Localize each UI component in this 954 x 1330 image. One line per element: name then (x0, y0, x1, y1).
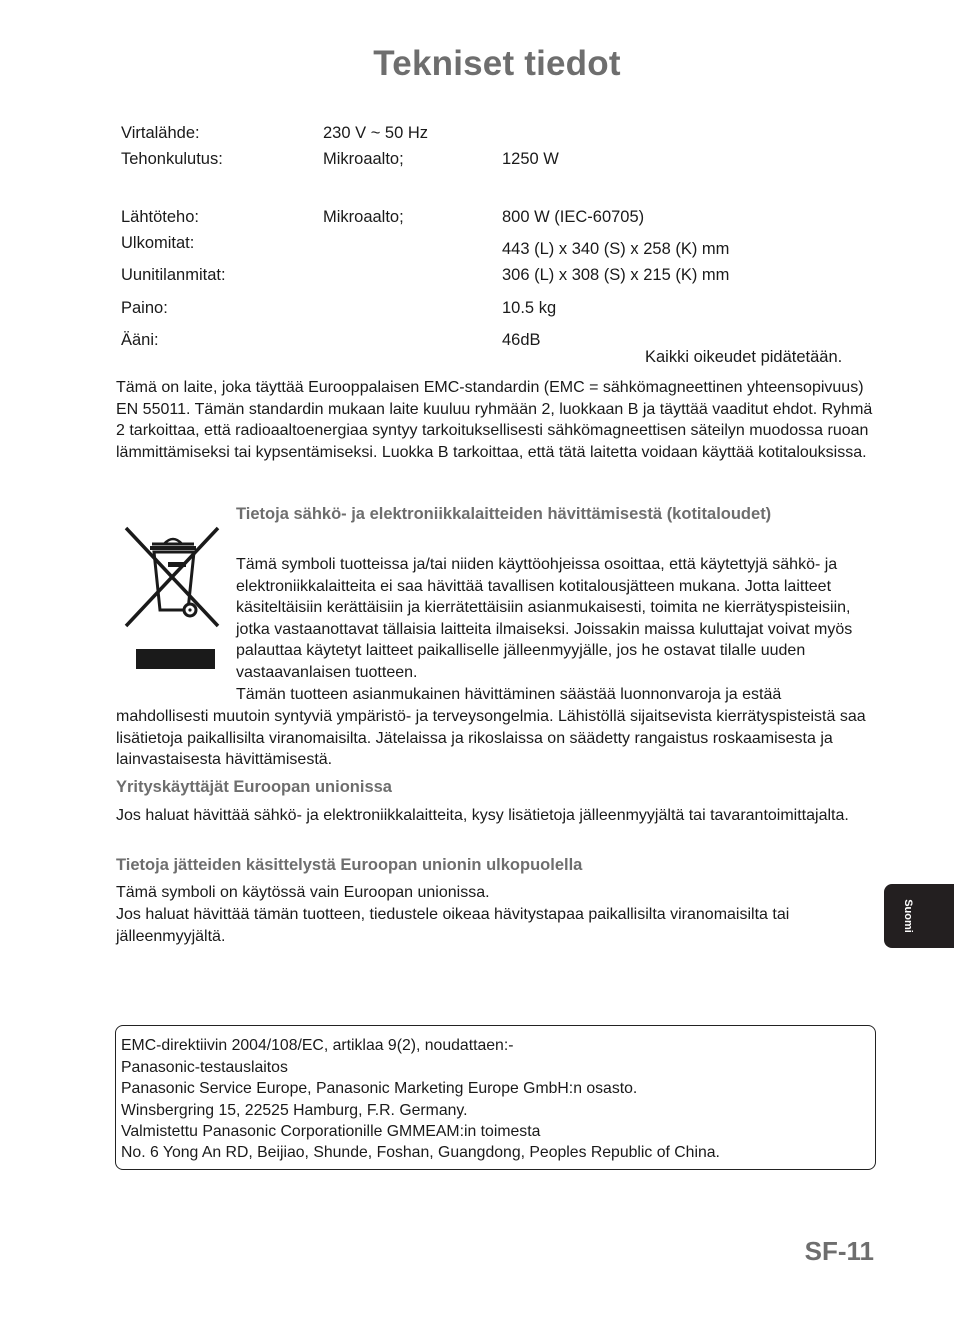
spec-mode-consumption: Mikroaalto; (323, 150, 404, 168)
spec-label-output: Lähtöteho: (121, 208, 199, 226)
emc-box-line: Panasonic-testauslaitos (121, 1059, 288, 1076)
spec-value-noise: 46dB (502, 331, 541, 349)
spec-label-power-source: Virtalähde: (121, 124, 200, 142)
spec-value-weight: 10.5 kg (502, 299, 557, 317)
language-tab-label: Suomi (902, 899, 914, 933)
spec-value-power-source: 230 V ~ 50 Hz (323, 124, 429, 142)
spec-label-consumption: Tehonkulutus: (121, 150, 223, 168)
emc-box-line: Valmistettu Panasonic Corporationille GMMEAM:in toimesta (121, 1123, 541, 1140)
emc-box-line: EMC-direktiivin 2004/108/EC, artiklaa 9(2), noudattaen:- (121, 1037, 514, 1054)
crossed-out-wheelie-bin-icon (122, 522, 222, 672)
disposal-heading: Tietoja sähkö- ja elektroniikkalaitteiden hävittämisestä (kotitaloudet) (236, 505, 772, 523)
spec-value-consumption: 1250 W (502, 150, 559, 168)
spec-label-cavity-dimensions: Uunitilanmitat: (121, 266, 226, 284)
disposal-body-full-width: mahdollisesti muutoin syntyviä ympäristö- ja terveysongelmia. Lähistöllä sijaitsevista kierrätyspisteistä saa lisätietoja paikallisilta viranomaisilta. Jätelaissa ja rikoslaissa on säädetty rangaistus roskaamisesta ja lainvastaisesta hävittämisestä. (116, 708, 866, 769)
outside-eu-heading: Tietoja jätteiden käsittelystä Euroopan unionin ulkopuolella (116, 856, 583, 874)
business-heading: Yrityskäyttäjät Euroopan unionissa (116, 778, 392, 796)
emc-box-line: Winsbergring 15, 22525 Hamburg, F.R. Germany. (121, 1102, 468, 1119)
page-number: SF-11 (804, 1236, 874, 1266)
emc-paragraph: Tämä on laite, joka täyttää Eurooppalaisen EMC-standardin (EMC = sähkömagneettinen yhteensopivuus) EN 55011. Tämän standardin mukaan laite kuuluu ryhmään 2, luokkaan B ja täyttää vaaditut ehdot. Ryhmä 2 tarkoittaa, että radioaaltoenergiaa syntyy tarkoituksellisesti sähkömagneettisen säteilyn muodossa ruoan lämmittämiseksi tai kypsentämiseksi. Luokka B tarkoittaa, että tätä laitetta voidaan käyttää kotitalouksissa. (116, 379, 873, 461)
business-body: Jos haluat hävittää sähkö- ja elektroniikkalaitteita, kysy lisätietoja jälleenmyyjältä tai tavarantoimittajalta. (116, 807, 849, 824)
page-title: Tekniset tiedot (373, 44, 621, 83)
outside-eu-line-2: Jos haluat hävittää tämän tuotteen, tiedustele oikeaa hävitystapaa paikallisilta viranomaisilta tai jälleenmyyjältä. (116, 906, 790, 945)
spec-label-outer-dimensions: Ulkomitat: (121, 234, 195, 252)
disposal-body: Tämä symboli tuotteissa ja/tai niiden käyttöohjeissa osoittaa, että käytettyjä sähkö- ja elektroniikkalaitteita ei saa hävittää tavallisen kotitalousjätteen mukana. Jotta laitteet käsiteltäisiin kerättäisiin ja kierrätettäisiin asianmukaisesti, toimita ne kierrätyspisteisiin, jotka vastaanottavat tällaisia laitteita ilmaiseksi. Joissakin maissa kuluttajat voivat myös palauttaa käytetyt laitteet paikalliselle jälleenmyyjälle, jos he ostavat tilalle uuden vastaavanlaisen tuotteen. (236, 556, 853, 681)
emc-box-line: No. 6 Yong An RD, Beijiao, Shunde, Foshan, Guangdong, Peoples Republic of China. (121, 1144, 720, 1161)
spec-label-weight: Paino: (121, 299, 168, 317)
spec-value-outer-dimensions: 443 (L) x 340 (S) x 258 (K) mm (502, 240, 730, 258)
spec-label-noise: Ääni: (121, 331, 159, 349)
spec-mode-output: Mikroaalto; (323, 208, 404, 226)
spec-value-cavity-dimensions: 306 (L) x 308 (S) x 215 (K) mm (502, 266, 730, 284)
language-tab (884, 884, 954, 948)
spec-value-output: 800 W (IEC-60705) (502, 208, 645, 226)
outside-eu-line-1: Tämä symboli on käytössä vain Euroopan unionissa. (116, 884, 490, 901)
disposal-body-continued: Tämän tuotteen asianmukainen hävittäminen säästää luonnonvaroja ja estää (236, 686, 782, 703)
emc-box-line: Panasonic Service Europe, Panasonic Marketing Europe GmbH:n osasto. (121, 1080, 638, 1097)
rights-notice: Kaikki oikeudet pidätetään. (645, 348, 843, 366)
